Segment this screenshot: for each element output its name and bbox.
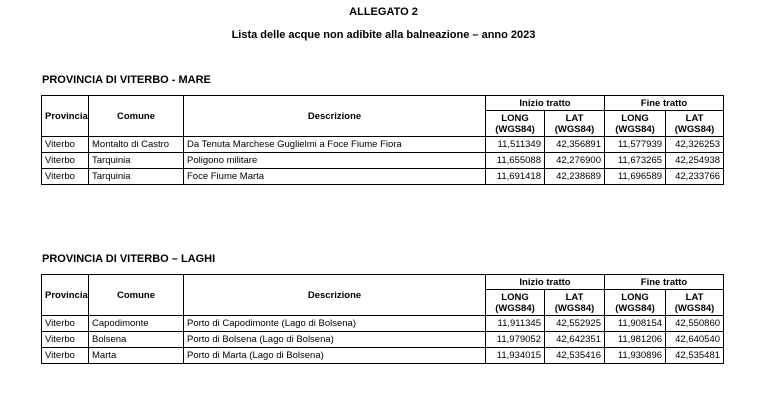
cell-provincia: Viterbo (42, 348, 89, 364)
col-header-descrizione: Descrizione (184, 96, 486, 137)
cell-start-lat: 42,276900 (545, 153, 605, 169)
cell-end-long: 11,908154 (605, 316, 666, 332)
col-header-end-long: LONG (WGS84) (605, 290, 666, 316)
cell-comune: Tarquinia (89, 169, 184, 185)
cell-end-lat: 42,535481 (666, 348, 724, 364)
cell-descrizione: Porto di Marta (Lago di Bolsena) (184, 348, 486, 364)
cell-end-long: 11,696589 (605, 169, 666, 185)
cell-comune: Marta (89, 348, 184, 364)
cell-provincia: Viterbo (42, 153, 89, 169)
cell-provincia: Viterbo (42, 169, 89, 185)
col-header-start-long: LONG (WGS84) (486, 111, 545, 137)
cell-start-lat: 42,552925 (545, 316, 605, 332)
cell-end-lat: 42,550860 (666, 316, 724, 332)
cell-provincia: Viterbo (42, 316, 89, 332)
col-header-end-lat: LAT (WGS84) (666, 290, 724, 316)
section-title-laghi: PROVINCIA DI VITERBO – LAGHI (42, 253, 216, 265)
col-header-inizio-tratto: Inizio tratto (486, 275, 605, 290)
cell-end-long: 11,981206 (605, 332, 666, 348)
cell-end-long: 11,673265 (605, 153, 666, 169)
table-row (42, 153, 724, 169)
cell-start-long: 11,934015 (486, 348, 545, 364)
cell-comune: Montalto di Castro (89, 137, 184, 153)
table-row (42, 332, 724, 348)
cell-end-lat: 42,326253 (666, 137, 724, 153)
table-laghi (41, 274, 724, 364)
col-header-end-lat: LAT (WGS84) (666, 111, 724, 137)
cell-start-long: 11,655088 (486, 153, 545, 169)
cell-start-long: 11,911345 (486, 316, 545, 332)
cell-start-lat: 42,642351 (545, 332, 605, 348)
cell-end-long: 11,577939 (605, 137, 666, 153)
cell-comune: Tarquinia (89, 153, 184, 169)
cell-comune: Capodimonte (89, 316, 184, 332)
cell-descrizione: Da Tenuta Marchese Guglielmi a Foce Fiume Fiora (184, 137, 486, 153)
cell-provincia: Viterbo (42, 332, 89, 348)
table-row (42, 316, 724, 332)
col-header-start-long: LONG (WGS84) (486, 290, 545, 316)
cell-end-lat: 42,233766 (666, 169, 724, 185)
cell-start-lat: 42,535416 (545, 348, 605, 364)
cell-end-lat: 42,640540 (666, 332, 724, 348)
cell-start-long: 11,511349 (486, 137, 545, 153)
col-header-start-lat: LAT (WGS84) (545, 290, 605, 316)
section-title-mare: PROVINCIA DI VITERBO - MARE (42, 74, 211, 86)
col-header-start-lat: LAT (WGS84) (545, 111, 605, 137)
col-header-descrizione: Descrizione (184, 275, 486, 316)
col-header-end-long: LONG (WGS84) (605, 111, 666, 137)
table-mare (41, 95, 724, 185)
cell-start-long: 11,691418 (486, 169, 545, 185)
document-title: ALLEGATO 2 (349, 6, 418, 18)
col-header-provincia: Provincia (42, 275, 89, 316)
table-row (42, 137, 724, 153)
table-row (42, 169, 724, 185)
col-header-inizio-tratto: Inizio tratto (486, 96, 605, 111)
col-header-fine-tratto: Fine tratto (605, 275, 724, 290)
cell-comune: Bolsena (89, 332, 184, 348)
col-header-fine-tratto: Fine tratto (605, 96, 724, 111)
table-row (42, 348, 724, 364)
col-header-comune: Comune (89, 96, 184, 137)
cell-start-long: 11,979052 (486, 332, 545, 348)
cell-end-lat: 42,254938 (666, 153, 724, 169)
document-subtitle: Lista delle acque non adibite alla balneazione – anno 2023 (231, 29, 536, 41)
cell-end-long: 11,930896 (605, 348, 666, 364)
cell-descrizione: Porto di Bolsena (Lago di Bolsena) (184, 332, 486, 348)
cell-start-lat: 42,356891 (545, 137, 605, 153)
cell-descrizione: Foce Fiume Marta (184, 169, 486, 185)
cell-provincia: Viterbo (42, 137, 89, 153)
cell-descrizione: Poligono militare (184, 153, 486, 169)
col-header-comune: Comune (89, 275, 184, 316)
cell-start-lat: 42,238689 (545, 169, 605, 185)
cell-descrizione: Porto di Capodimonte (Lago di Bolsena) (184, 316, 486, 332)
col-header-provincia: Provincia (42, 96, 89, 137)
